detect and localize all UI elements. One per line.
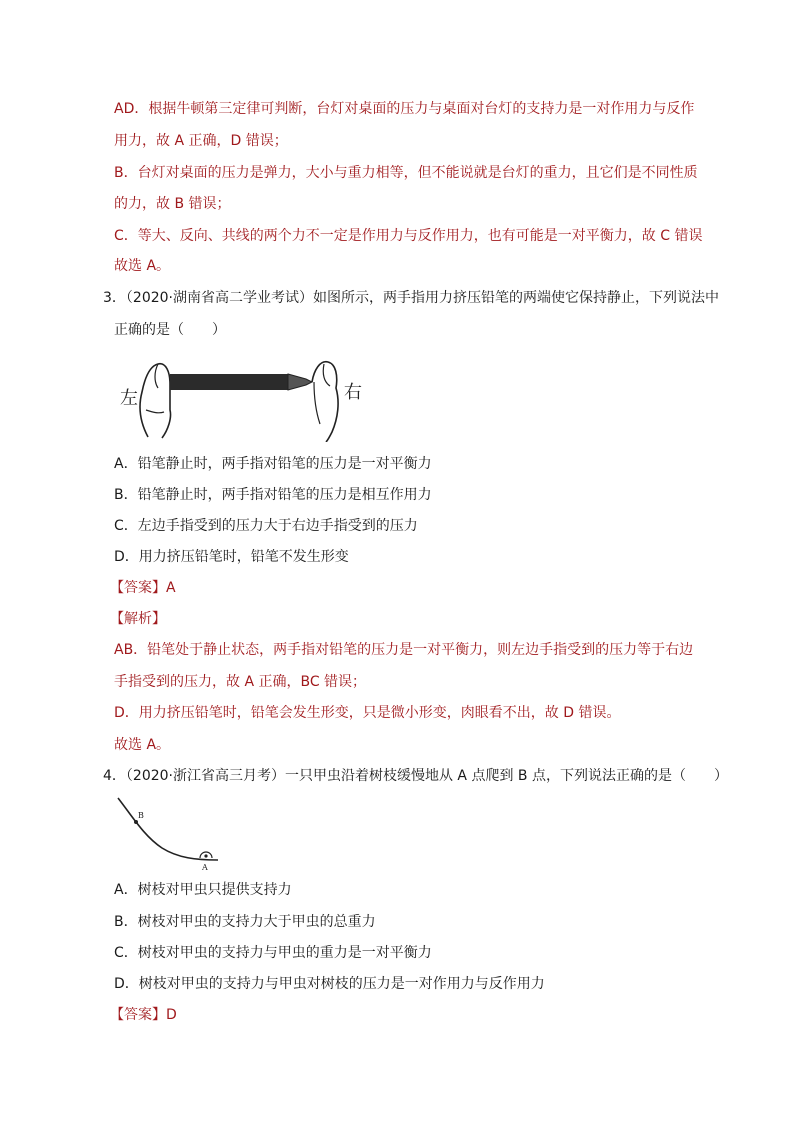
question-4-option-d: D．树枝对甲虫的支持力与甲虫对树枝的压力是一对作用力与反作用力 [114, 976, 545, 992]
question-3-stem-line-2: 正确的是（ ） [114, 322, 226, 338]
question-3-analysis-line-2: 手指受到的压力，故 A 正确，BC 错误； [114, 674, 367, 690]
prev-analysis-line-4: 的力，故 B 错误； [114, 196, 231, 212]
question-4-option-c: C．树枝对甲虫的支持力与甲虫的重力是一对平衡力 [114, 945, 432, 961]
question-4-stem: 4．（2020·浙江省高三月考）一只甲虫沿着树枝缓慢地从 A 点爬到 B 点，下列说法正确的是（ ） [103, 768, 728, 784]
question-3-analysis-title: 【解析】 [110, 611, 166, 627]
question-4-answer: 【答案】D [110, 1007, 177, 1023]
prev-analysis-line-2: 用力，故 A 正确，D 错误； [114, 133, 288, 149]
question-3-stem-line-1: 3．（2020·湖南省高二学业考试）如图所示，两手指用力挤压铅笔的两端使它保持静止，下列说法中 [103, 290, 719, 306]
question-3-analysis-line-4: 故选 A。 [114, 737, 171, 753]
question-3-analysis-line-3: D．用力挤压铅笔时，铅笔会发生形变，只是微小形变，肉眼看不出，故 D 错误。 [114, 705, 621, 721]
left-label: 左 [120, 388, 138, 409]
question-3-option-d: D．用力挤压铅笔时，铅笔不发生形变 [114, 549, 349, 565]
question-4-option-a: A．树枝对甲虫只提供支持力 [114, 882, 292, 898]
prev-analysis-line-5: C．等大、反向、共线的两个力不一定是作用力与反作用力，也有可能是一对平衡力，故 C 错误 [114, 228, 703, 244]
question-3-analysis-line-1: AB．铅笔处于静止状态，两手指对铅笔的压力是一对平衡力，则左边手指受到的压力等于右边 [114, 642, 694, 658]
point-b-label: B [138, 811, 144, 820]
question-3-option-c: C．左边手指受到的压力大于右边手指受到的压力 [114, 518, 418, 534]
question-3-answer: 【答案】A [110, 580, 176, 596]
question-4-option-b: B．树枝对甲虫的支持力大于甲虫的总重力 [114, 914, 376, 930]
prev-analysis-line-1: AD．根据牛顿第三定律可判断，台灯对桌面的压力与桌面对台灯的支持力是一对作用力与反作 [114, 101, 695, 117]
question-3-option-a: A．铅笔静止时，两手指对铅笔的压力是一对平衡力 [114, 456, 432, 472]
question-3-option-b: B．铅笔静止时，两手指对铅笔的压力是相互作用力 [114, 487, 432, 503]
branch-beetle-figure [114, 794, 224, 874]
point-a-label: A [202, 863, 208, 872]
prev-analysis-line-3: B．台灯对桌面的压力是弹力，大小与重力相等，但不能说就是台灯的重力，且它们是不同性质 [114, 165, 698, 181]
pencil-fingers-figure [118, 352, 368, 442]
prev-analysis-line-6: 故选 A。 [114, 258, 171, 274]
right-label: 右 [344, 382, 362, 403]
